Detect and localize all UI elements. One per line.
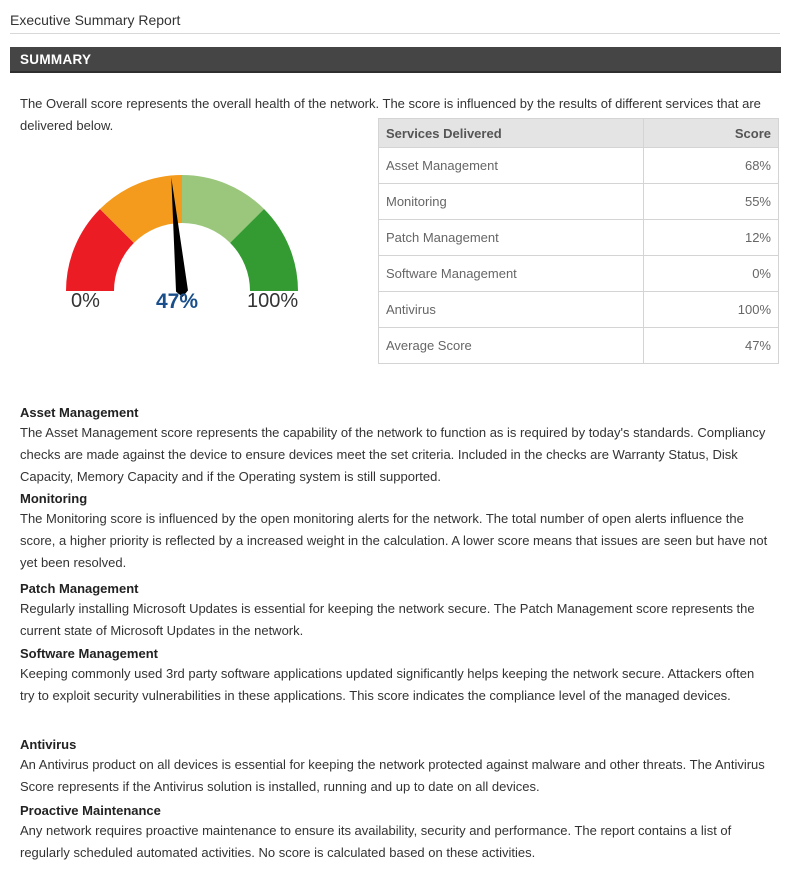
service-name: Patch Management [379, 220, 644, 256]
services-table [378, 118, 779, 364]
table-row [379, 292, 779, 328]
description-text: Any network requires proactive maintenance to ensure its availability, security and performance. The report contains a list of regularly scheduled automated activities. No score is calculated based on these activities. [20, 823, 732, 860]
gauge-max-label: 100% [247, 290, 299, 312]
table-row [379, 220, 779, 256]
service-score: 100% [644, 292, 779, 328]
gauge-min-label: 0% [71, 290, 100, 312]
section-title: SUMMARY [20, 52, 92, 67]
service-score: 0% [644, 256, 779, 292]
service-score: 55% [644, 184, 779, 220]
table-row [379, 148, 779, 184]
description-title: Monitoring [20, 491, 88, 506]
service-name: Antivirus [379, 292, 644, 328]
column-header-score: Score [644, 119, 779, 148]
summary-section-header [10, 47, 781, 73]
description-text: The Monitoring score is influenced by the open monitoring alerts for the network. The total number of open alerts influence the score, a higher priority is reflected by a increased weight in the calculation. A lower score means that issues are seen but have not yet been resolved. [20, 511, 768, 570]
table-header-row [379, 119, 779, 148]
description-text: Keeping commonly used 3rd party software applications updated significantly helps keeping the network secure. Attackers often try to exploit security vulnerabilities in these applications. This score indicates the compliance level of the managed devices. [20, 666, 755, 703]
table-row [379, 256, 779, 292]
service-score: 47% [644, 328, 779, 364]
title-divider [10, 33, 780, 34]
service-name: Software Management [379, 256, 644, 292]
report-title: Executive Summary Report [10, 12, 181, 28]
description-title: Asset Management [20, 405, 139, 420]
description-title: Proactive Maintenance [20, 803, 161, 818]
description-asset-management [20, 404, 770, 488]
service-name: Asset Management [379, 148, 644, 184]
description-title: Patch Management [20, 581, 139, 596]
description-title: Antivirus [20, 737, 77, 752]
table-row [379, 328, 779, 364]
description-text: An Antivirus product on all devices is essential for keeping the network protected against malware and other threats. The Antivirus Score represents if the Antivirus solution is installed, running and up to date on all devices. [20, 757, 765, 794]
description-monitoring [20, 490, 770, 574]
table-row [379, 184, 779, 220]
intro-text: The Overall score represents the overall health of the network. The score is influenced by the results of different services that are delivered below. [20, 96, 761, 133]
description-antivirus [20, 736, 770, 798]
description-software-management [20, 645, 770, 707]
column-header-services: Services Delivered [379, 119, 644, 148]
description-text: The Asset Management score represents the capability of the network to function as is required by today's standards. Compliancy checks are made against the device to ensure devices meet the set criteria. Included in the checks are Warranty Status, Disk Capacity, Memory Capacity and if the Operating system is still supported. [20, 425, 766, 484]
service-score: 68% [644, 148, 779, 184]
gauge-value-label: 47% [156, 290, 199, 313]
description-patch-management [20, 580, 770, 642]
description-text: Regularly installing Microsoft Updates is essential for keeping the network secure. The Patch Management score represents the current state of Microsoft Updates in the network. [20, 601, 755, 638]
description-proactive-maintenance [20, 802, 770, 864]
description-title: Software Management [20, 646, 158, 661]
service-name: Monitoring [379, 184, 644, 220]
service-name: Average Score [379, 328, 644, 364]
service-score: 12% [644, 220, 779, 256]
